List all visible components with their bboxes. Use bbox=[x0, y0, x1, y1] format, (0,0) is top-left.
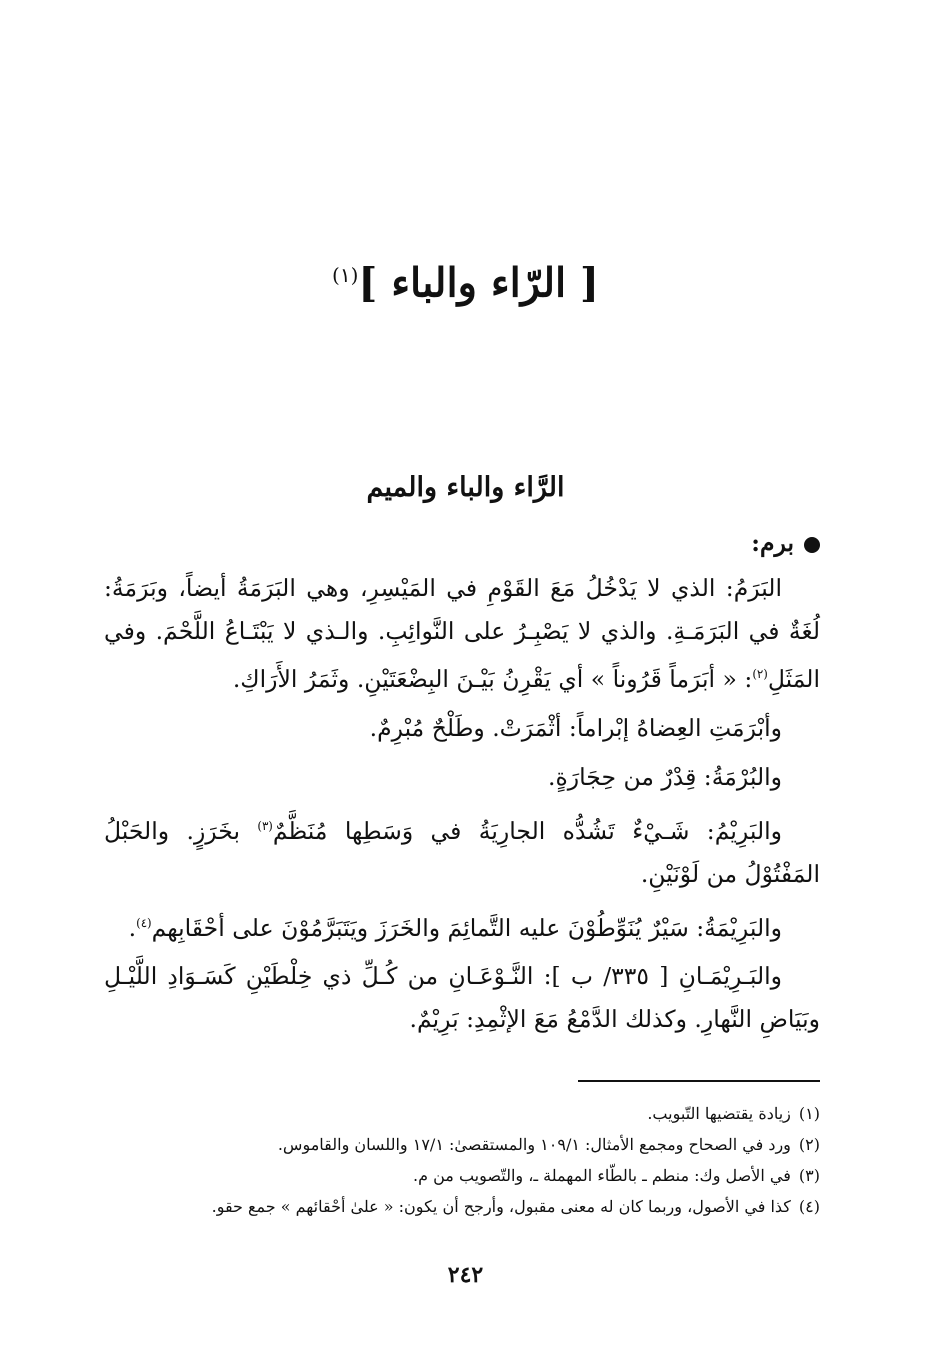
entry-body bbox=[104, 522, 820, 1047]
paragraph-text: والبَـرِيْمَـانِ [ ٣٣٥/ ب ]: النَّـوْعَـانِ من كُـلِّ ذي خِلْطَيْنِ كَسَـوَادِ اللَّيْـلِ وبَيَاضِ النَّهارِ. وكذلك الدَّمْعُ مَعَ الإثْمِدِ: بَرِيْمٌ. bbox=[104, 962, 820, 1034]
footnote-text: كذا في الأصول، وربما كان له معنى مقبول، وأرجح أن يكون: « علىٰ أحْقائهم » جمع حقو. bbox=[211, 1197, 791, 1216]
footnote bbox=[104, 1160, 820, 1191]
paragraph bbox=[104, 567, 820, 701]
paragraph-text: والبَرِيْمَةُ: سَيْرٌ يُنَوِّطُوْنَ عليه التَّمائِمَ والخَرَزَ ويَتَبَرَّمُوْنَ على أحْقَابِهم bbox=[151, 913, 782, 942]
footnote bbox=[104, 1191, 820, 1222]
footnote-text: زيادة يقتضيها التّبويب. bbox=[647, 1104, 791, 1123]
footnote-number: (٣) bbox=[798, 1166, 820, 1185]
entry-head bbox=[104, 522, 820, 565]
paragraph-text: البَرَمُ: الذي لا يَدْخُلُ مَعَ القَوْمِ في المَيْسِرِ، وهي البَرَمَةُ أيضاً، وبَرَمَةُ: لُغَةٌ في البَرَمَـةِ. والذي لا يَصْبِـرُ على النَّوائِبِ. والـذي لا يَبْتَـاعُ اللَّحْمَ. وفي المَثَلِ bbox=[104, 574, 820, 693]
footnote-number: (٤) bbox=[798, 1197, 820, 1216]
footnote-text: ورد في الصحاح ومجمع الأمثال: ١٠٩/١ والمستقصىٰ: ١٧/١ واللسان والقاموس. bbox=[277, 1135, 791, 1154]
paragraph-text-cont: . bbox=[128, 913, 137, 942]
paragraph bbox=[104, 707, 820, 750]
footnote-ref: (٤) bbox=[136, 915, 152, 930]
footnote bbox=[104, 1098, 820, 1129]
footnote-number: (٢) bbox=[798, 1135, 820, 1154]
paragraph bbox=[104, 955, 820, 1041]
footnote-ref: (٢) bbox=[752, 667, 768, 681]
chapter-title bbox=[0, 245, 931, 313]
paragraph-text: وأبْرَمَتِ العِضاهُ إبْراماً: أثْمَرَتْ. وطَلْحٌ مُبْرِمٌ. bbox=[369, 713, 782, 742]
bullet-icon bbox=[804, 537, 820, 553]
footnotes bbox=[104, 1098, 820, 1222]
chapter-footnote-ref: (١) bbox=[332, 263, 359, 287]
footnote-number: (١) bbox=[798, 1104, 820, 1123]
paragraph bbox=[104, 902, 820, 950]
footnote bbox=[104, 1129, 820, 1160]
chapter-title-text: [ الرّاء والباء ] bbox=[358, 259, 599, 307]
footnote-text: في الأصل وك: منطم ـ بالطّاء المهملة ـ، والتّصويب من م. bbox=[413, 1166, 791, 1185]
entry-head-text: برم: bbox=[751, 529, 794, 557]
paragraph bbox=[104, 805, 820, 896]
paragraph-text-cont: : « أبَرَماً قَرُوناً » أي يَقْرِنُ بَيْـنَ البِضْعَتَيْنِ. وثَمَرُ الأَرَاكِ. bbox=[232, 664, 753, 693]
paragraph-text: والبُرْمَةُ: قِدْرٌ من حِجَارَةٍ. bbox=[548, 762, 782, 791]
paragraph-text: والبَرِيْمُ: شَـيْءٌ تَشُدُّه الجارِيَةُ في وَسَطِها مُنَظَّمٌ bbox=[272, 816, 782, 845]
paragraph-text-cont: بخَرَزٍ. والحَبْلُ المَفْتُوْلُ من لَوْنَيْنِ. bbox=[104, 816, 820, 888]
paragraph bbox=[104, 756, 820, 799]
section-title: الرَّاء والباء والميم bbox=[366, 472, 565, 503]
footnote-ref: (٣) bbox=[257, 818, 273, 833]
page-number: ٢٤٢ bbox=[447, 1262, 484, 1288]
footnote-divider bbox=[578, 1080, 820, 1082]
